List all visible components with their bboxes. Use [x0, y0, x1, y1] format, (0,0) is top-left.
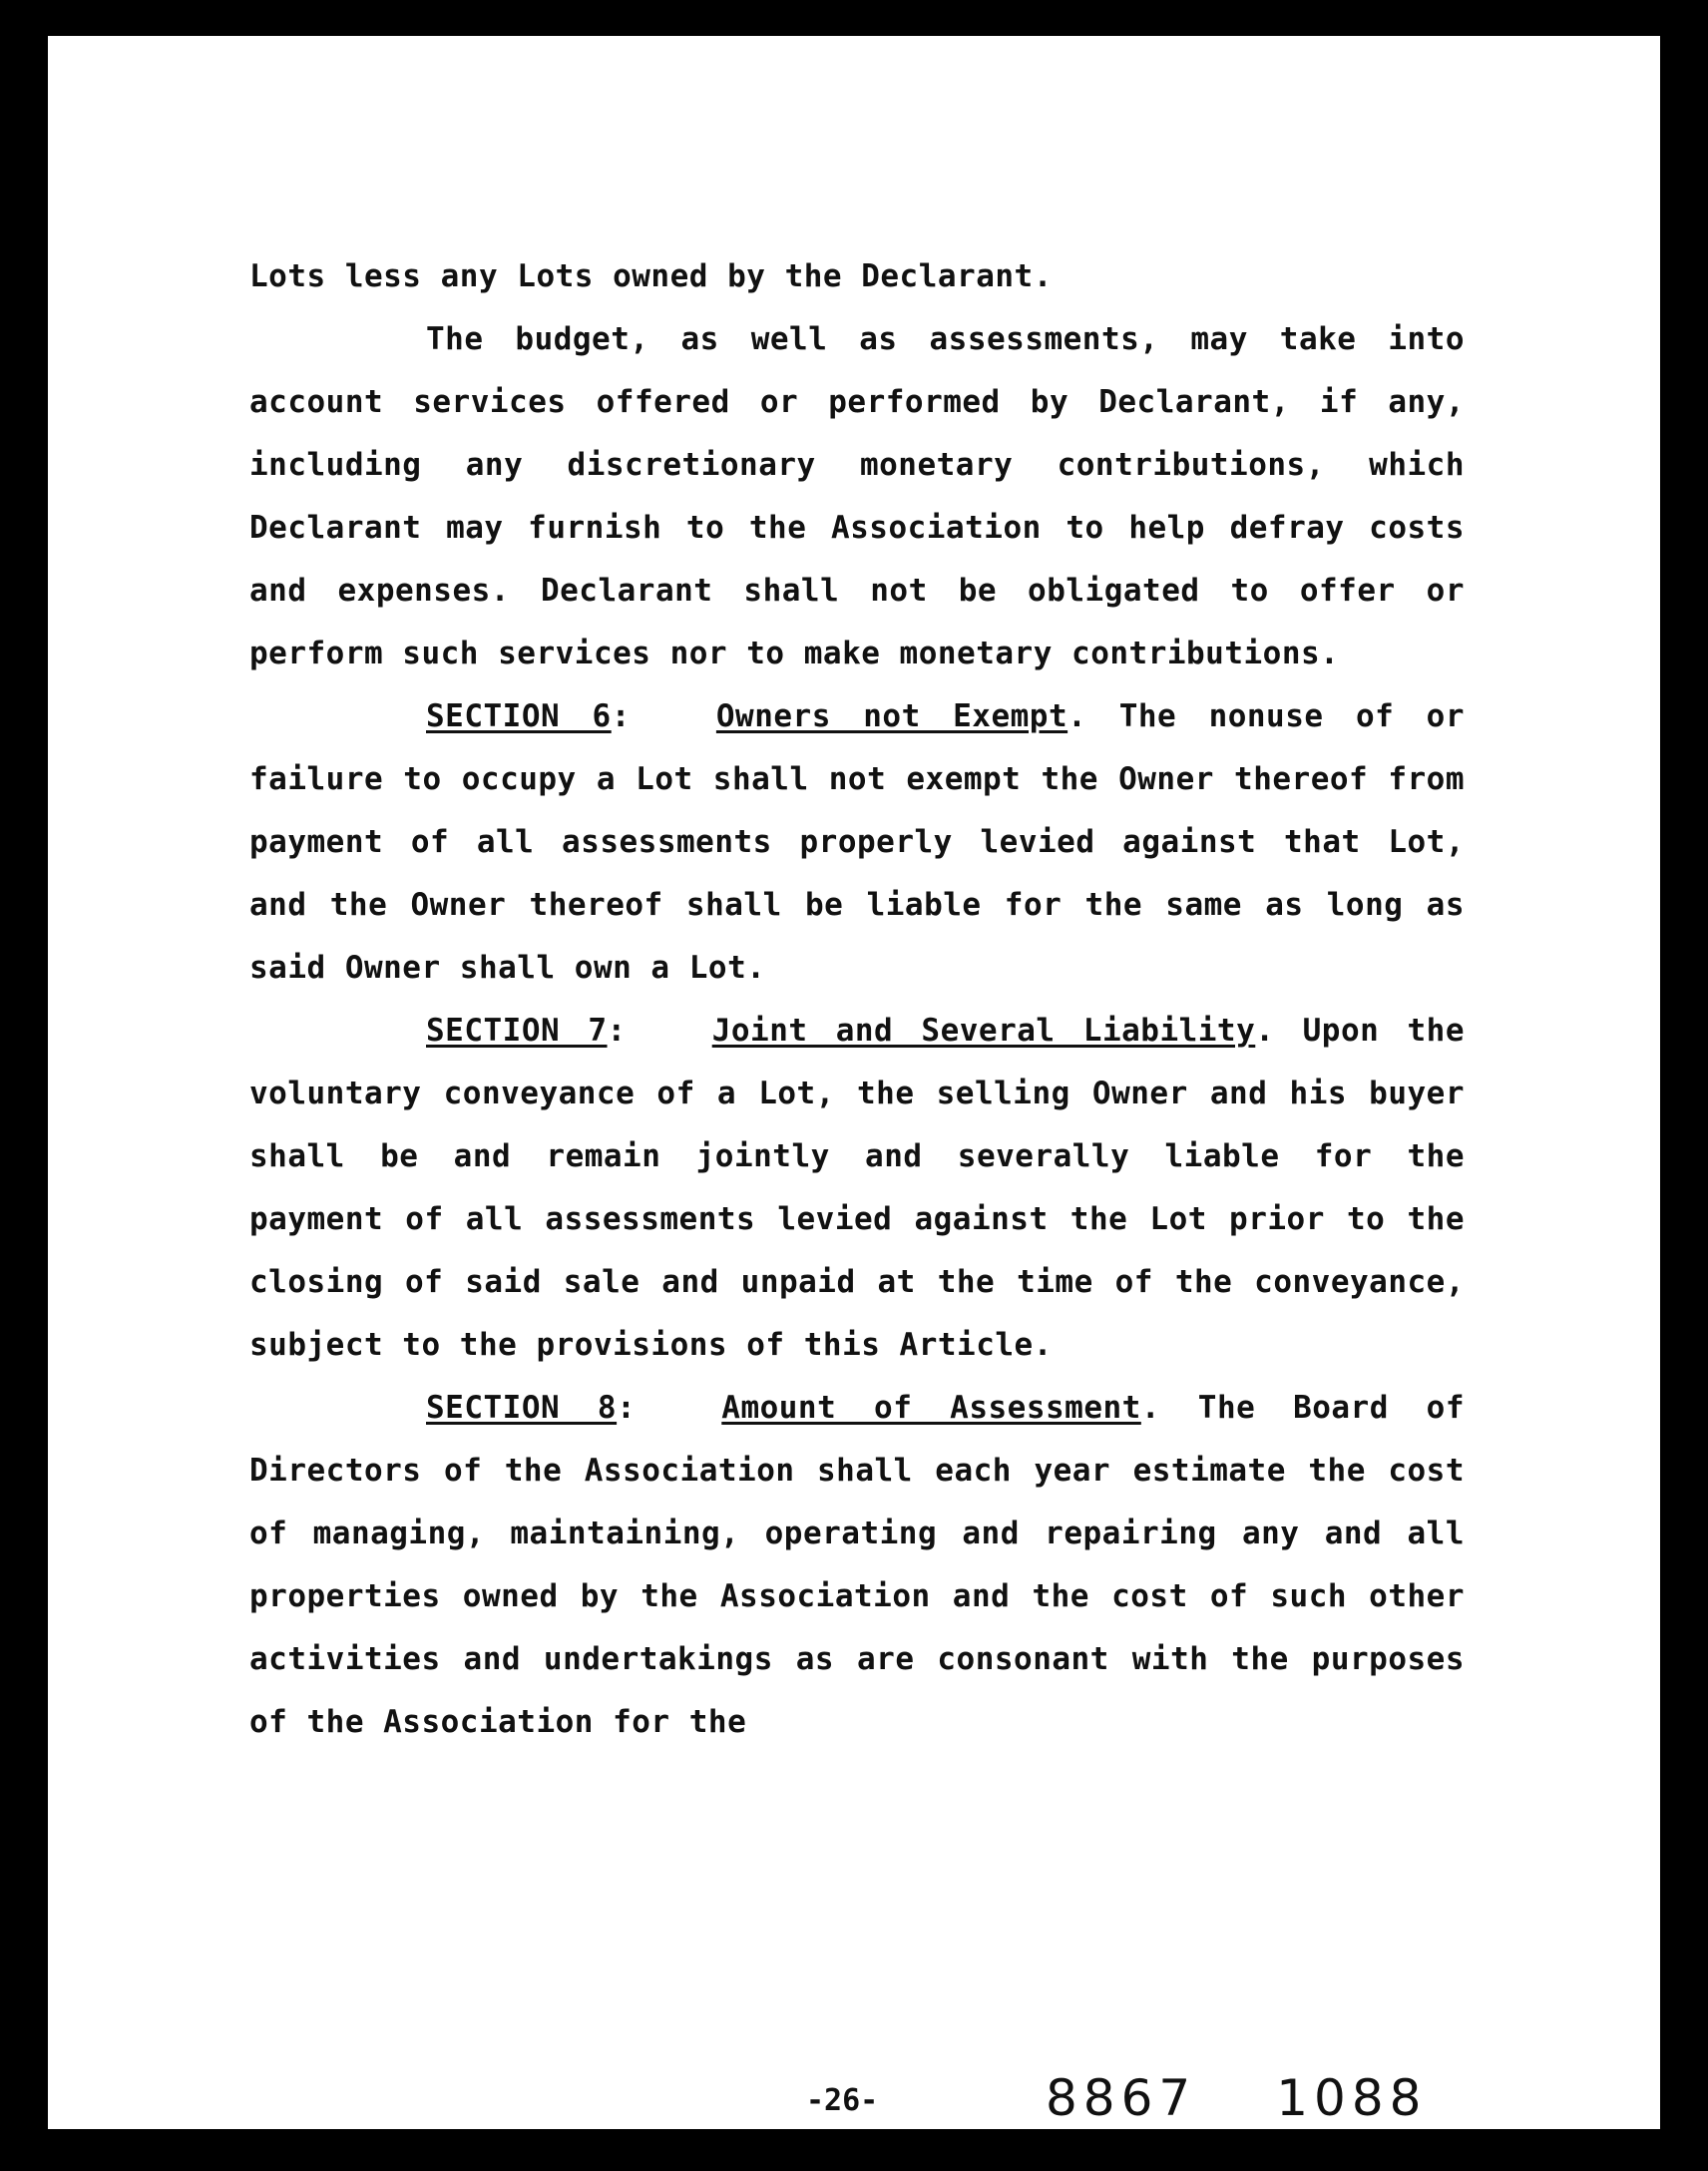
section-7-title: Joint and Several Liability [711, 1013, 1256, 1049]
section-8-body: The Board of Directors of the Association shall each year estimate the cost of managing, maintaining, operating and repairing any and all properties owned by the Association and the cost of such other activities and undertakings as are consonant with the purposes of the Association for the [249, 1390, 1465, 1740]
section-7-label: SECTION 7 [426, 1013, 608, 1049]
document-page [48, 36, 1660, 2129]
section-8-title: Amount of Assessment [721, 1390, 1141, 1426]
section-7-paragraph: SECTION 7: Joint and Several Liability. Upon the voluntary conveyance of a Lot, the selling Owner and his buyer shall be and remain jointly and severally liable for the payment of all assessments levied against the Lot prior to the closing of said sale and unpaid at the time of the conveyance, subject to the provisions of this Article. [249, 1013, 1465, 1363]
recording-stamp [1046, 2069, 1428, 2127]
book-number: 8867 [1046, 2069, 1197, 2127]
page-reference: 1088 [1276, 2069, 1428, 2127]
section-6-body: The nonuse of or failure to occupy a Lot shall not exempt the Owner thereof from payment of all assessments properly levied against that Lot, and the Owner thereof shall be liable for the same as long as said Owner shall own a Lot. [249, 698, 1465, 986]
section-7-body: Upon the voluntary conveyance of a Lot, the selling Owner and his buyer shall be and remain jointly and severally liable for the payment of all assessments levied against the Lot prior to the closing of said sale and unpaid at the time of the conveyance, subject to the provisions of this Article. [249, 1013, 1465, 1363]
section-6-label: SECTION 6 [426, 698, 612, 734]
section-6-title: Owners not Exempt [715, 698, 1068, 734]
page-number: -26- [806, 2083, 879, 2118]
section-8-paragraph: SECTION 8: Amount of Assessment. The Board of Directors of the Association shall each year estimate the cost of managing, maintaining, operating and repairing any and all properties owned by the Association and the cost of such other activities and undertakings as are consonant with the purposes of the Association for the [249, 1390, 1465, 1740]
budget-paragraph: The budget, as well as assessments, may take into account services offered or performed by Declarant, if any, including any discretionary monetary contributions, which Declarant may furnish to the Association to help defray costs and expenses. Declarant shall not be obligated to offer or perform such services nor to make monetary contributions. [249, 321, 1465, 671]
section-8-label: SECTION 8 [426, 1390, 618, 1426]
document-body [249, 245, 1465, 1754]
intro-paragraph: Lots less any Lots owned by the Declarant. [249, 258, 1053, 294]
section-6-paragraph: SECTION 6: Owners not Exempt. The nonuse of or failure to occupy a Lot shall not exempt the Owner thereof from payment of all assessments properly levied against that Lot, and the Owner thereof shall be liable for the same as long as said Owner shall own a Lot. [249, 698, 1465, 986]
